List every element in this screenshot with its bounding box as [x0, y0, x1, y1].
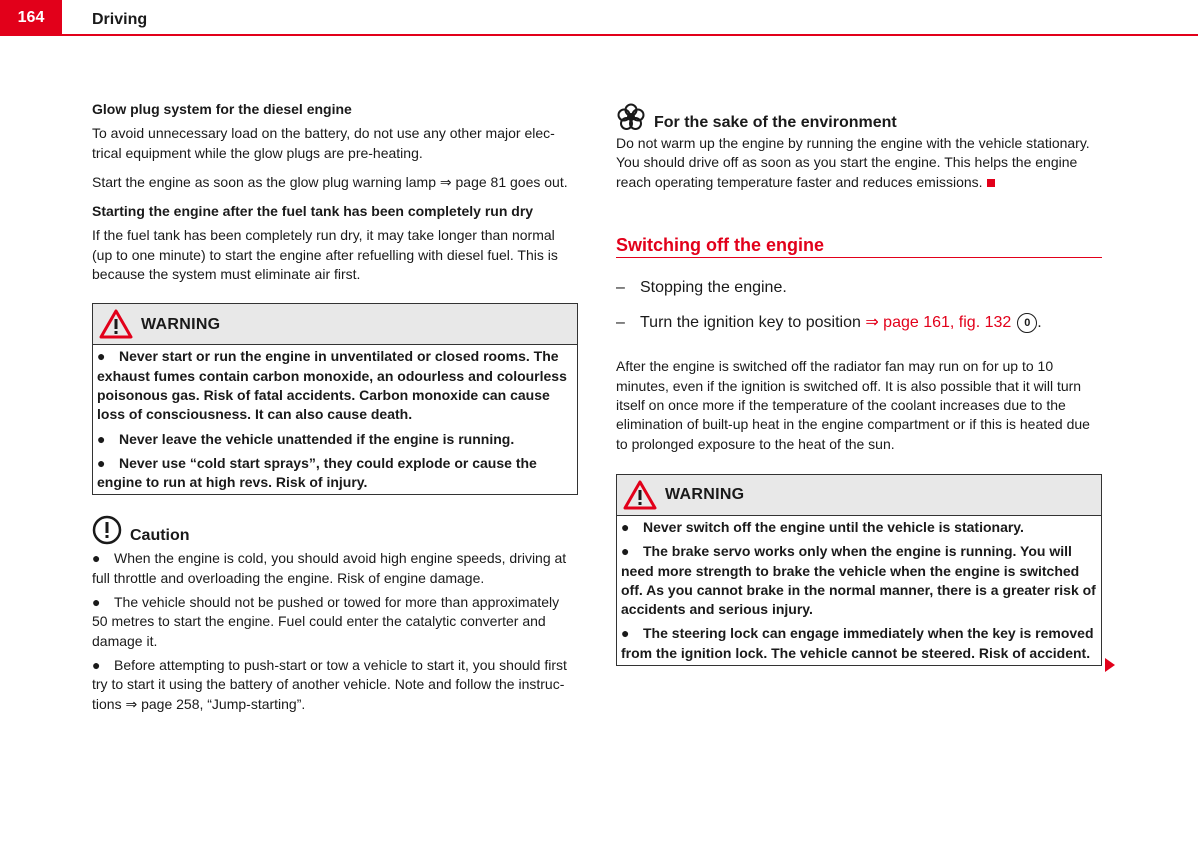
flower-environment-icon: [616, 102, 646, 132]
environment-label: For the sake of the environment: [654, 113, 897, 131]
step-item: – Turn the ignition key to position ⇒ page 161, fig. 132 0 .: [616, 314, 1042, 332]
warning-body: [617, 516, 1101, 665]
warning-header: [93, 304, 577, 345]
warning-label: WARNING: [141, 315, 221, 333]
warning-box-left: [92, 303, 578, 495]
caution-label: Caution: [130, 527, 190, 545]
caution-item: ● When the engine is cold, you should avoid high engine speeds, driving at full throttle and overloading the engine. Risk of engine damage.: [92, 550, 567, 586]
caution-item: ● Before attempting to push-start or tow a vehicle to start it, you should first try to start it using the battery of another vehicle. Note and follow the instruc-tions ⇒ page 258, “Jump-starting”.: [92, 656, 567, 712]
caution-item: ● The vehicle should not be pushed or towed for more than approximately 50 metres to start the engine. Fuel could enter the catalytic converter and damage it.: [92, 594, 560, 649]
environment-text: Do not warm up the engine by running the engine with the vehicle stationary. You should drive off as soon as you start the engine. This helps the engine reach operating temperature faster and reduces emissions.: [616, 135, 1090, 190]
warning-item: ● Never use “cold start sprays”, they could explode or cause the engine to run at high revs. Risk of injury.: [97, 454, 537, 491]
section-title: Driving: [92, 11, 148, 28]
warning-box-right: [616, 474, 1102, 666]
caution-exclamation-icon: [92, 515, 122, 545]
warning-item: ● The brake servo works only when the engine is running. You will need more strength to brake the vehicle when the engine is switched off. As you cannot brake in the normal manner, there is a greater risk of accidents and serious injury.: [621, 543, 1096, 618]
glow-plug-lamp-text: Start the engine as soon as the glow plug warning lamp ⇒ page 81 goes out.: [92, 173, 568, 190]
switch-off-heading: Switching off the engine: [616, 236, 1102, 258]
warning-triangle-icon: [99, 309, 133, 339]
run-dry-heading: Starting the engine after the fuel tank has been completely run dry: [92, 203, 534, 220]
glow-plug-heading: Glow plug system for the diesel engine: [92, 101, 352, 117]
left-column: [92, 100, 578, 719]
warning-label: WARNING: [665, 486, 745, 504]
page-ref-arrow: ⇒: [439, 173, 452, 190]
page-link[interactable]: ⇒ page 161, fig. 132: [865, 314, 1012, 332]
section-end-marker: [987, 179, 995, 187]
warning-body: [93, 345, 577, 494]
warning-item: ● The steering lock can engage immediately when the key is removed from the ignition lock. The vehicle cannot be steered. Risk of accident.: [621, 625, 1094, 661]
run-dry-text: If the fuel tank has been completely run dry, it may take longer than normal (up to one minute) to start the engine after refuelling with diesel fuel. This is because the system must eliminate air first.: [92, 227, 558, 283]
page-header: [0, 0, 1200, 38]
caution-header: [92, 515, 578, 545]
after-switch-text: After the engine is switched off the radiator fan may run on for up to 10 minutes, even if the ignition is switched off. It is also possible that it will turn itself on once more if the temperature of the coolant increases due to the elimination of built-up heat in the engine compartment or if this is heated due to prolonged exposure to the heat of the sun.: [616, 358, 1090, 452]
position-badge: 0: [1017, 313, 1037, 333]
warning-header: [617, 475, 1101, 516]
warning-triangle-icon: [623, 480, 657, 510]
environment-header: [616, 102, 1102, 132]
right-column: [616, 100, 1102, 666]
page-number: 164: [0, 0, 62, 36]
step-item: – Stopping the engine.: [616, 279, 787, 297]
warning-item: ● Never leave the vehicle unattended if the engine is running.: [97, 430, 515, 447]
header-rule: [62, 34, 1198, 36]
next-page-arrow-icon[interactable]: [1104, 657, 1116, 673]
warning-item: ● Never start or run the engine in unventilated or closed rooms. The exhaust fumes contain carbon monoxide, an odourless and colourless poisonous gas. Risk of fatal accidents. Carbon monoxide can cause loss of consciousness. It can also cause death.: [97, 348, 567, 423]
warning-item: ● Never switch off the engine until the vehicle is stationary.: [621, 518, 1024, 535]
glow-plug-text: To avoid unnecessary load on the battery, do not use any other major elec-trical equipment while the glow plugs are pre-heating.: [92, 125, 555, 161]
